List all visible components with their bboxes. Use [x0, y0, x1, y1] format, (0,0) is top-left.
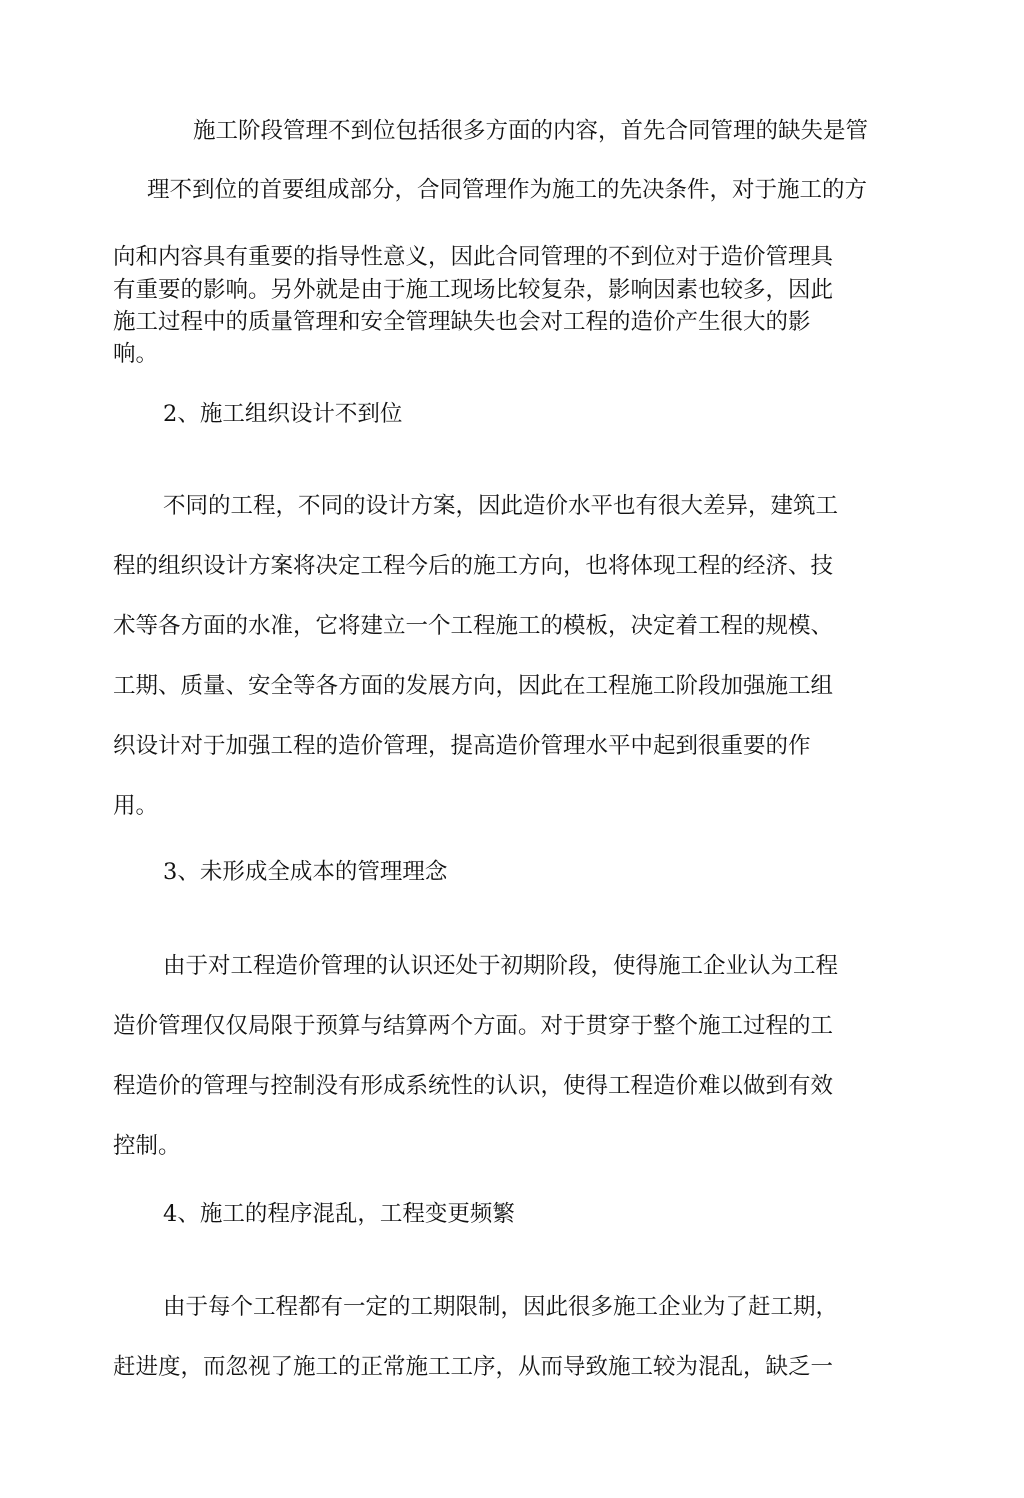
paragraph-4-line-2: 赶进度，而忽视了施工的正常施工工序，从而导致施工较为混乱，缺乏一 — [113, 1354, 834, 1380]
paragraph-2-line-5: 织设计对于加强工程的造价管理，提高造价管理水平中起到很重要的作 — [113, 733, 811, 759]
paragraph-1-line-3: 向和内容具有重要的指导性意义，因此合同管理的不到位对于造价管理具 — [113, 244, 834, 270]
section-heading-4: 4、施工的程序混乱，工程变更频繁 — [163, 1201, 515, 1227]
paragraph-2-line-1: 不同的工程，不同的设计方案，因此造价水平也有很大差异，建筑工 — [163, 493, 839, 519]
section-heading-3: 3、未形成全成本的管理理念 — [163, 859, 448, 885]
paragraph-2-line-3: 术等各方面的水准，它将建立一个工程施工的模板，决定着工程的规模、 — [113, 613, 834, 639]
paragraph-3-line-1: 由于对工程造价管理的认识还处于初期阶段，使得施工企业认为工程 — [163, 953, 839, 979]
paragraph-3-line-2: 造价管理仅仅局限于预算与结算两个方面。对于贯穿于整个施工过程的工 — [113, 1013, 834, 1039]
paragraph-1-line-6: 响。 — [113, 341, 159, 367]
paragraph-3-line-4: 控制。 — [113, 1133, 181, 1159]
paragraph-1-line-2: 理不到位的首要组成部分，合同管理作为施工的先决条件，对于施工的方 — [147, 177, 868, 203]
paragraph-2-line-4: 工期、质量、安全等各方面的发展方向，因此在工程施工阶段加强施工组 — [113, 673, 834, 699]
paragraph-4-line-1: 由于每个工程都有一定的工期限制，因此很多施工企业为了赶工期， — [163, 1294, 839, 1320]
paragraph-2-line-6: 用。 — [113, 793, 159, 819]
paragraph-1-line-5: 施工过程中的质量管理和安全管理缺失也会对工程的造价产生很大的影 — [113, 309, 811, 335]
paragraph-2-line-2: 程的组织设计方案将决定工程今后的施工方向，也将体现工程的经济、技 — [113, 553, 834, 579]
section-heading-2: 2、施工组织设计不到位 — [163, 401, 403, 427]
paragraph-1-line-1: 施工阶段管理不到位包括很多方面的内容，首先合同管理的缺失是管 — [193, 118, 869, 144]
paragraph-1-line-4: 有重要的影响。另外就是由于施工现场比较复杂，影响因素也较多，因此 — [113, 277, 834, 303]
paragraph-3-line-3: 程造价的管理与控制没有形成系统性的认识，使得工程造价难以做到有效 — [113, 1073, 834, 1099]
